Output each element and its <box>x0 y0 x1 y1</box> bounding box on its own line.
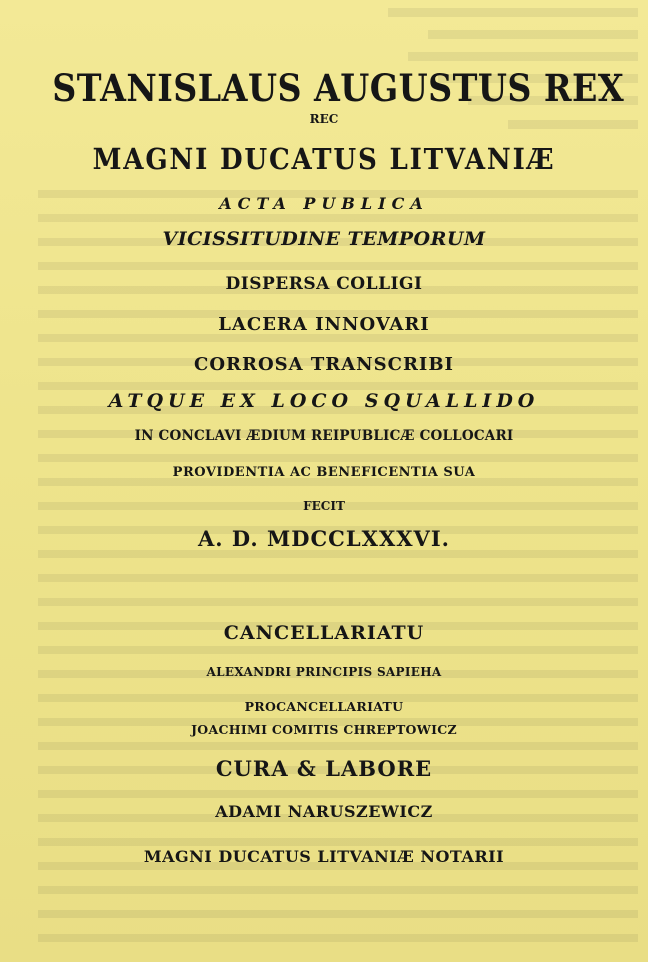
inscription-line: LACERA INNOVARI <box>218 314 430 335</box>
inscription-line: CANCELLARIATU <box>223 622 425 644</box>
inscription-line: DISPERSA COLLIGI <box>225 274 423 294</box>
inscription-line: REC <box>309 112 339 126</box>
inscription-line: CURA & LABORE <box>215 756 433 781</box>
inscription-line: ACTA PUBLICA <box>219 194 429 213</box>
inscription-line: ADAMI NARUSZEWICZ <box>215 802 433 821</box>
inscription-line: MAGNI DUCATUS LITVANIÆ NOTARII <box>143 847 505 866</box>
inscription-line: CORROSA TRANSCRIBI <box>194 354 454 375</box>
inscription-line: PROVIDENTIA AC BENEFICENTIA SUA <box>172 465 476 480</box>
inscription-plate <box>22 44 626 944</box>
inscription-title: STANISLAUS AUGUSTUS REX <box>52 66 625 110</box>
inscription-date: A. D. MDCCLXXXVI. <box>198 526 450 551</box>
inscription-line: VICISSITUDINE TEMPORUM <box>162 228 486 250</box>
inscription-line: ALEXANDRI PRINCIPIS SAPIEHA <box>206 665 442 679</box>
inscription-line: PROCANCELLARIATU <box>244 699 404 714</box>
inscription-line: JOACHIMI COMITIS CHREPTOWICZ <box>191 722 457 737</box>
inscription-line: FECIT <box>303 499 345 513</box>
inscription-line: MAGNI DUCATUS LITVANIÆ <box>92 142 556 176</box>
inscription-line: IN CONCLAVI ÆDIUM REIPUBLICÆ COLLOCARI <box>134 428 514 444</box>
inscription-line: ATQUE EX LOCO SQUALLIDO <box>108 390 540 412</box>
